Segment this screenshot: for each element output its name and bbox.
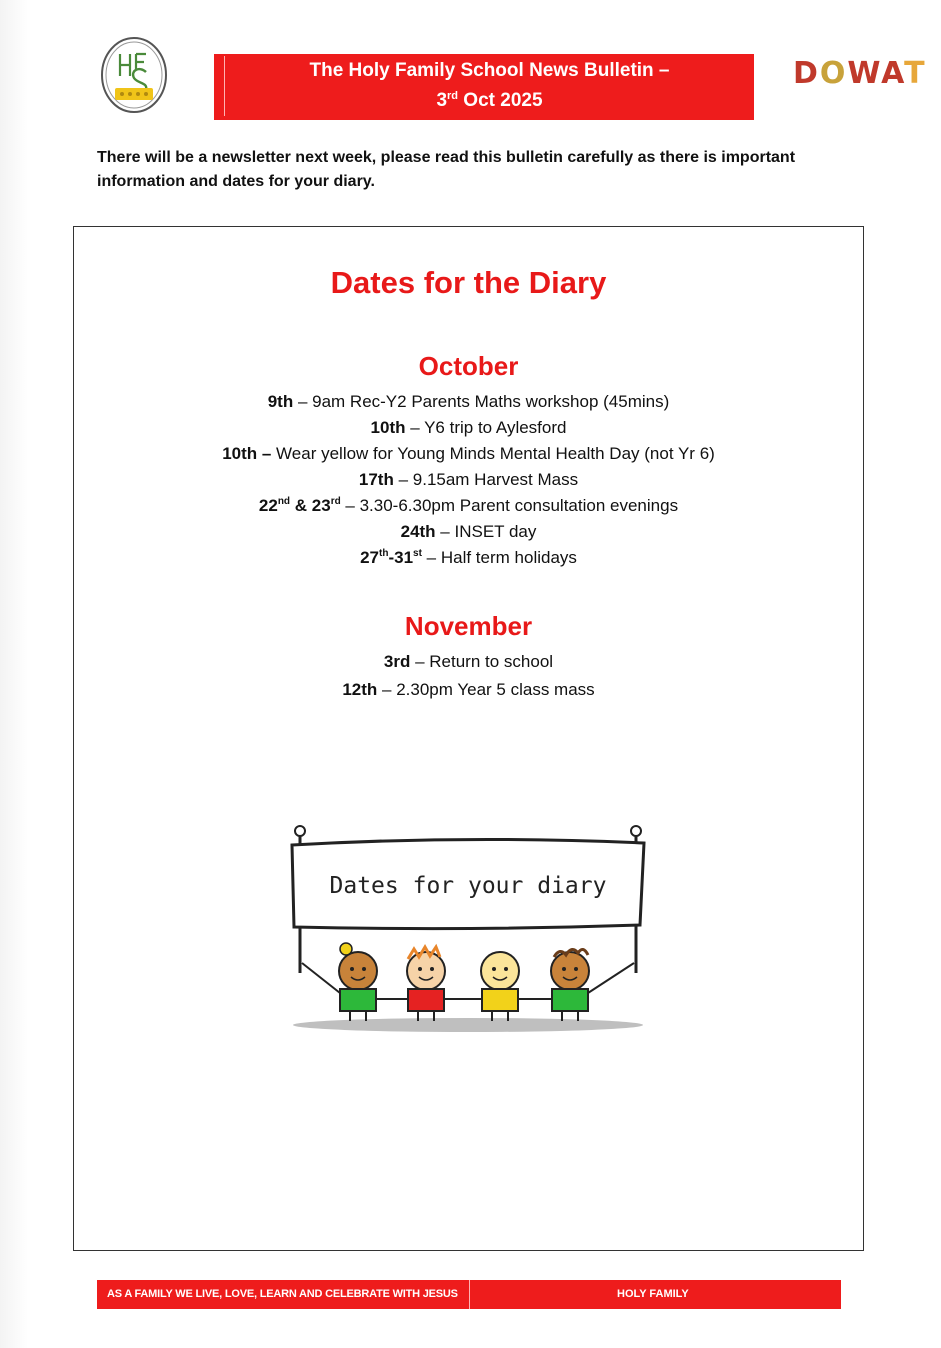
event-item: 22nd & 23rd – 3.30-6.30pm Parent consultation evenings — [258, 496, 679, 515]
diary-box — [73, 226, 864, 1251]
page-edge-shadow — [0, 0, 28, 1348]
november-events — [74, 648, 863, 704]
diary-title: Dates for the Diary — [330, 265, 607, 300]
event-item: 3rd – Return to school — [383, 652, 554, 671]
month-heading-november: November — [404, 611, 533, 641]
footer-school-name: HOLY FAMILY — [617, 1288, 689, 1300]
event-item: 10th – Wear yellow for Young Minds Mental Health Day (not Yr 6) — [222, 444, 715, 463]
dowat-logo: DOWAT — [793, 56, 927, 91]
kids-banner-clipart-icon — [288, 823, 648, 1035]
month-heading-october: October — [418, 351, 519, 381]
event-item: 24th – INSET day — [400, 522, 537, 541]
footer-motto: AS A FAMILY WE LIVE, LOVE, LEARN AND CELEBRATE WITH JESUS — [107, 1288, 458, 1300]
header-banner — [214, 54, 754, 120]
event-item: 10th – Y6 trip to Aylesford — [370, 418, 567, 437]
october-events — [74, 389, 863, 571]
event-item: 12th – 2.30pm Year 5 class mass — [342, 680, 595, 699]
footer-divider — [469, 1280, 470, 1309]
header-title-line1: The Holy Family School News Bulletin – — [309, 60, 670, 81]
school-crest-icon — [100, 36, 168, 114]
event-item: 27th-31st – Half term holidays — [360, 548, 577, 567]
header-date: 3rd Oct 2025 — [436, 90, 543, 111]
event-item: 9th – 9am Rec-Y2 Parents Maths workshop (45mins) — [267, 392, 670, 411]
footer-bar — [97, 1280, 841, 1309]
clipart-banner-text: Dates for your diary — [329, 873, 607, 899]
event-item: 17th – 9.15am Harvest Mass — [358, 470, 579, 489]
intro-text: There will be a newsletter next week, please read this bulletin carefully as there is important information and dates for your diary. — [97, 149, 796, 190]
